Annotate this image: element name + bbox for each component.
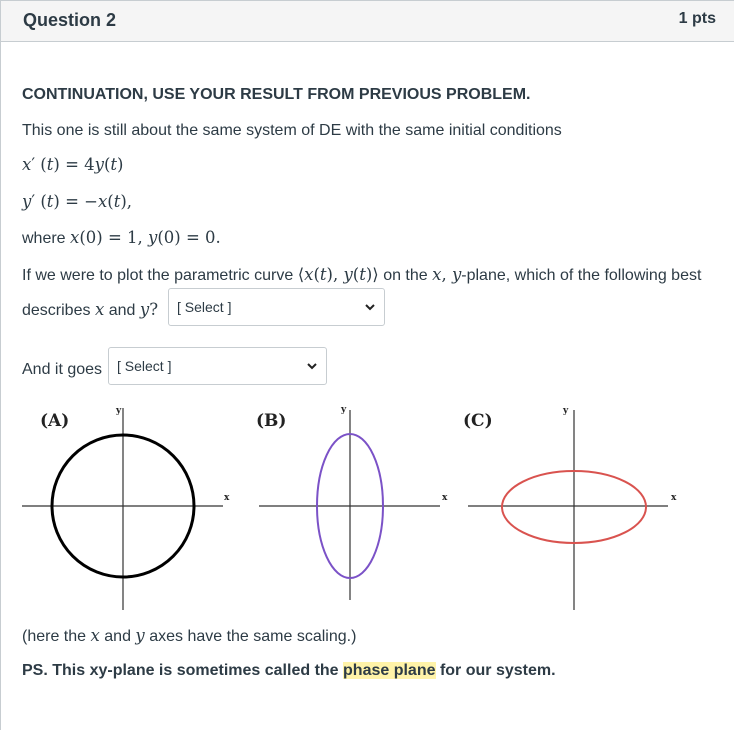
describe-select[interactable]: [ Select ] — [168, 288, 385, 326]
graph-a-label: (A) — [40, 411, 70, 431]
equation-1: x′ (t) = 4y(t) — [22, 155, 124, 174]
intro-text: This one is still about the same system of DE with the same initial conditions — [22, 122, 562, 139]
equation-2: y′ (t) = −x(t), — [22, 192, 133, 211]
graph-c-x-label: x — [671, 493, 677, 503]
chevron-down-icon — [306, 360, 318, 372]
graph-c — [468, 406, 677, 610]
graph-b-label: (B) — [256, 411, 287, 431]
initial-conditions: where x(0) = 1, y(0) = 0. — [22, 228, 221, 247]
describe-prompt: describes x and y? — [22, 300, 159, 319]
direction-label: And it goes — [22, 361, 103, 378]
question-heading: CONTINUATION, USE YOUR RESULT FROM PREVIOUS PROBLEM. — [22, 86, 531, 103]
ps-note: PS. This xy-plane is sometimes called the phase plane for our system. — [22, 662, 556, 679]
graph-b — [259, 405, 448, 600]
chevron-down-icon — [364, 301, 376, 313]
phase-plane-figures — [0, 400, 734, 615]
graph-a-y-label: y — [116, 406, 122, 416]
scaling-note: (here the x and y axes have the same scaling.) — [22, 626, 357, 645]
graph-c-y-label: y — [563, 406, 569, 416]
plot-prompt: If we were to plot the parametric curve ⟨x(t), y(t)⟩ on the x, y-plane, which of the following best — [22, 265, 702, 284]
question-header — [1, 0, 734, 42]
phase-plane-highlight: phase plane — [343, 662, 436, 679]
question-points: 1 pts — [678, 10, 716, 27]
question-title: Question 2 — [23, 10, 117, 30]
graph-a-x-label: x — [224, 493, 230, 503]
direction-select[interactable]: [ Select ] — [108, 347, 327, 385]
graph-a — [22, 406, 230, 610]
graph-b-x-label: x — [442, 493, 448, 503]
graph-b-y-label: y — [341, 405, 347, 415]
graph-c-label: (C) — [463, 411, 493, 431]
